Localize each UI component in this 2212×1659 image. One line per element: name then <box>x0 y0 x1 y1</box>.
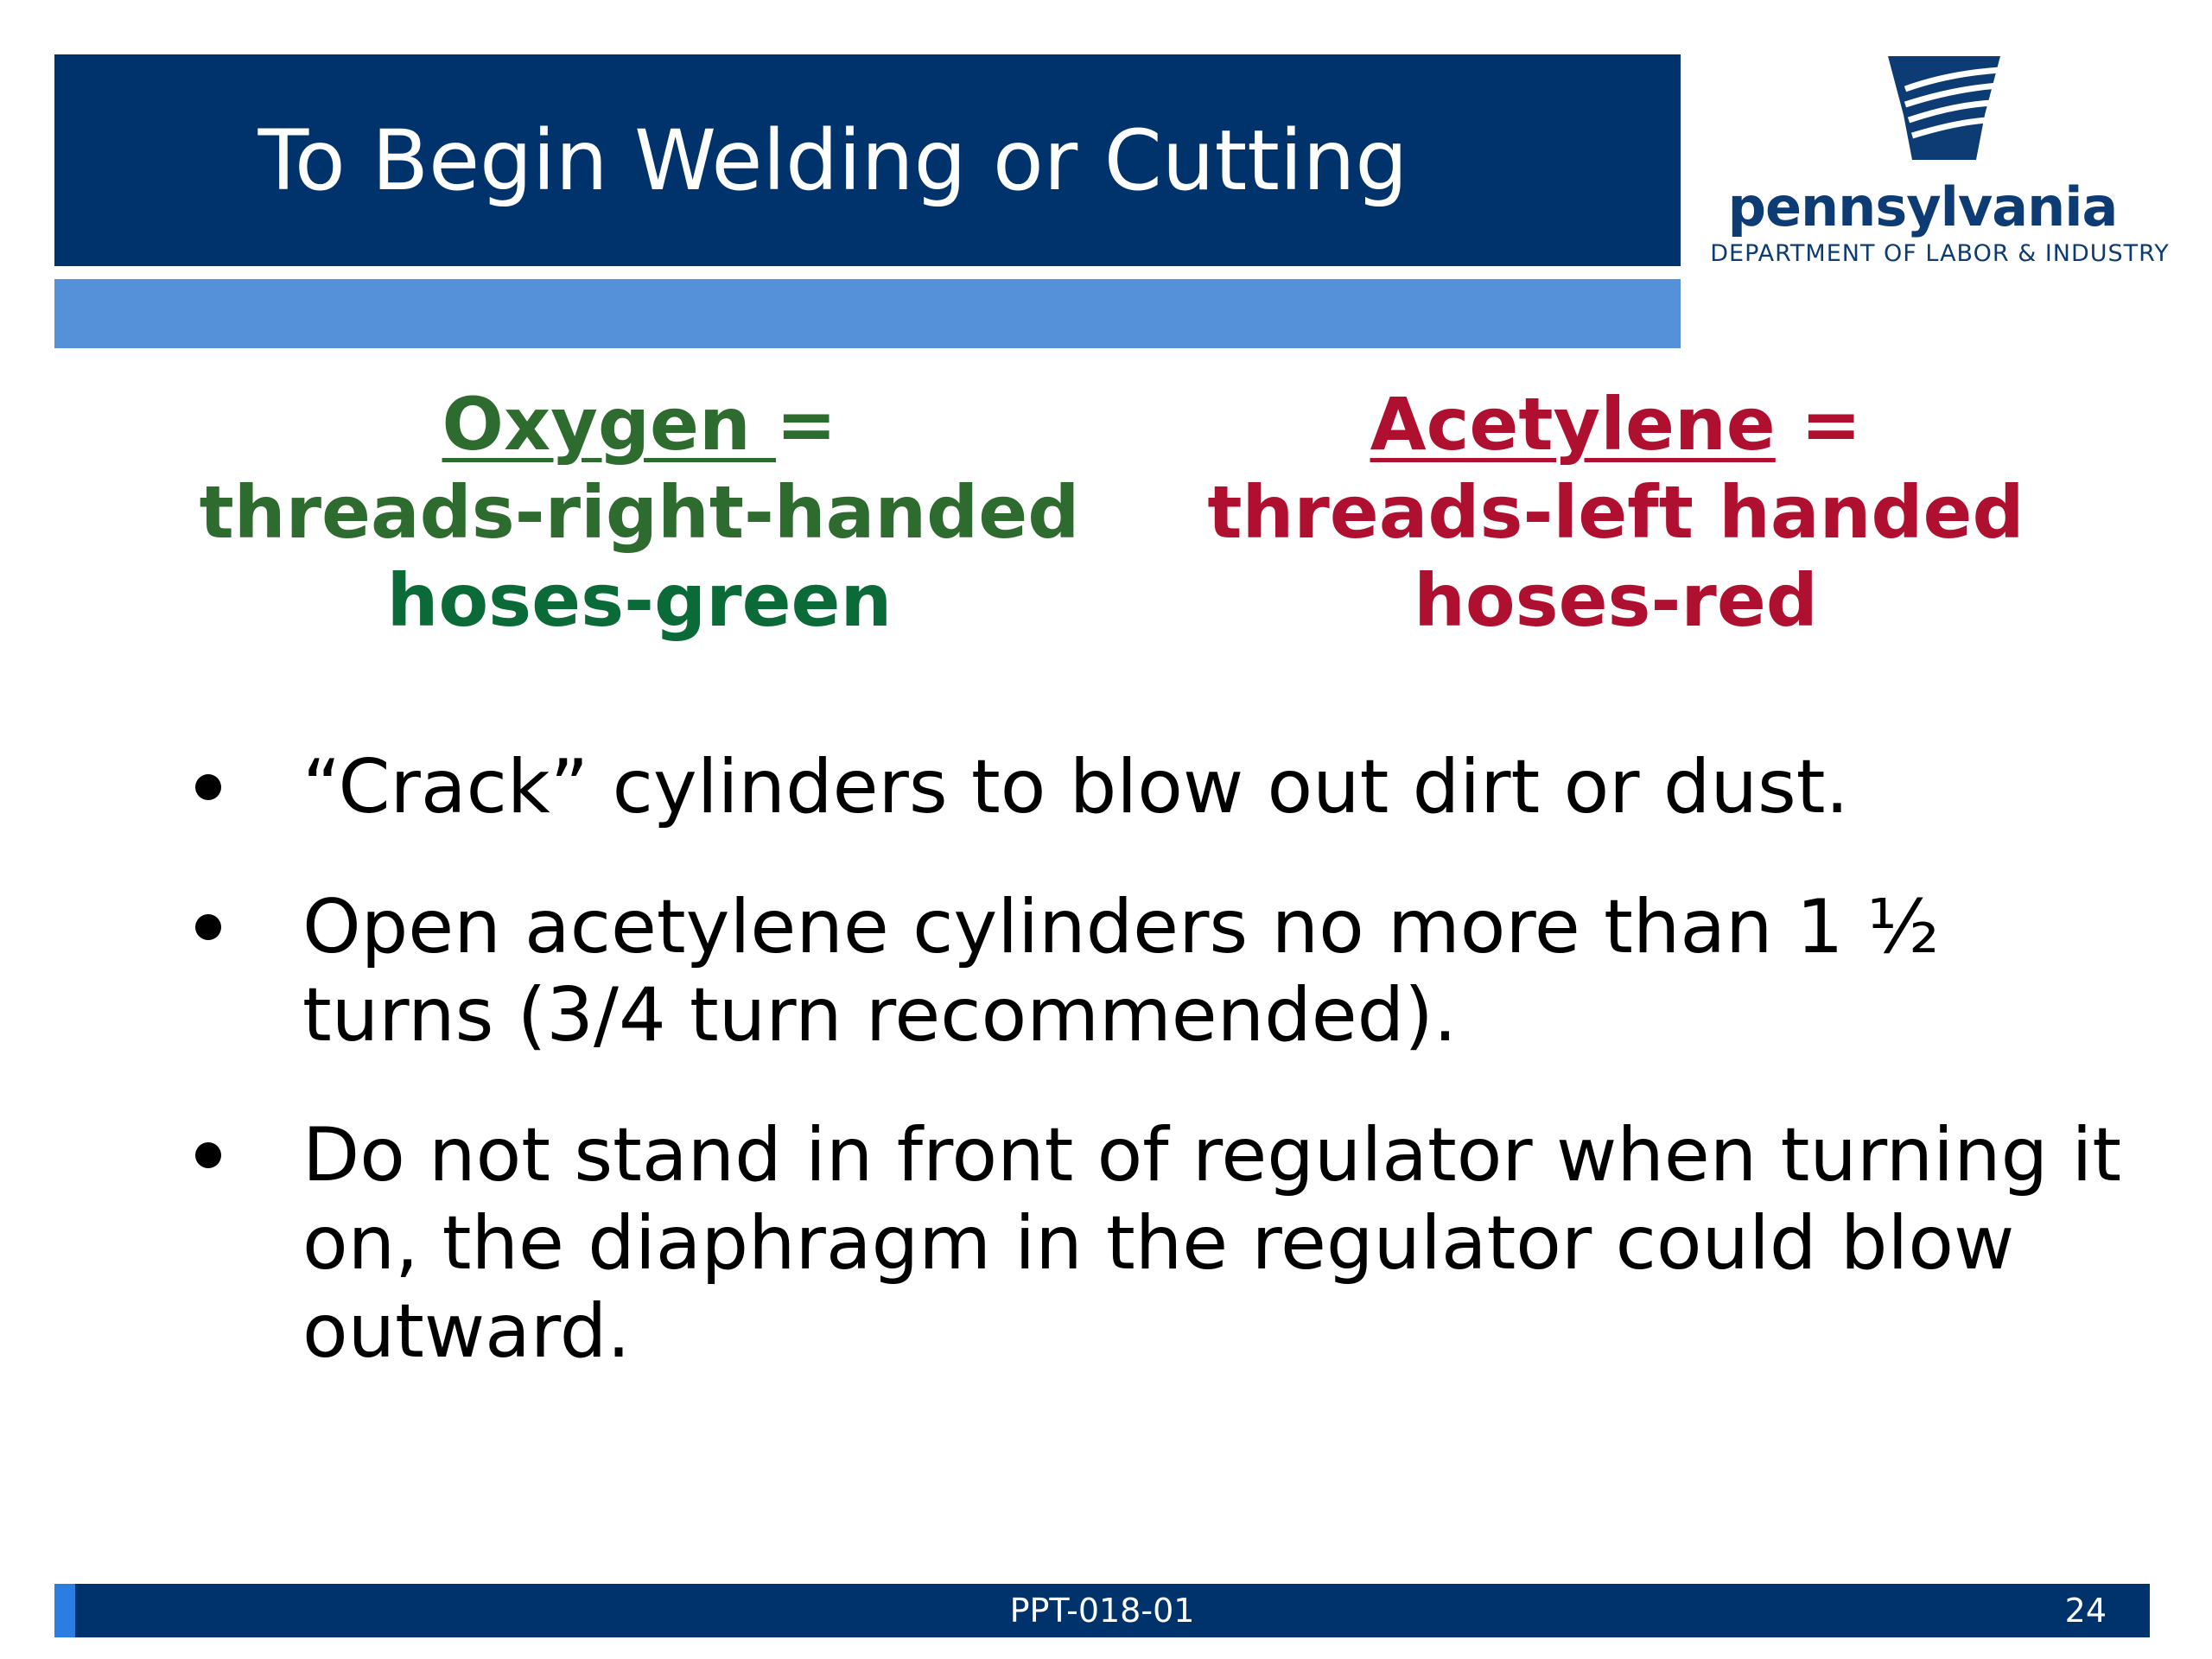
oxygen-hoses: hoses-green <box>386 558 893 643</box>
bullet-list <box>181 743 2126 1427</box>
page-number: 24 <box>2064 1592 2107 1630</box>
slide-title: To Begin Welding or Cutting <box>257 111 1408 209</box>
logo-department: DEPARTMENT OF LABOR & INDUSTRY <box>1710 240 2170 267</box>
bullet-text: “Crack” cylinders to blow out dirt or dust. <box>302 744 1849 830</box>
acetylene-hoses: hoses-red <box>1414 558 1818 643</box>
list-item <box>181 743 2126 831</box>
keystone-icon <box>1879 54 2009 167</box>
title-bar <box>54 54 1681 266</box>
title-underline-bar <box>54 279 1681 348</box>
bullet-text: Do not stand in front of regulator when turning it on, the diaphragm in the regulator could blow outward. <box>302 1112 2122 1375</box>
bullet-text: Open acetylene cylinders no more than 1 ½ turns (3/4 turn recommended). <box>302 884 1940 1058</box>
bullet-icon <box>195 1142 221 1168</box>
oxygen-threads: threads-right-handed <box>199 470 1080 555</box>
acetylene-info <box>1141 380 2091 645</box>
oxygen-equals: = <box>776 382 837 467</box>
footer-accent <box>54 1584 75 1637</box>
logo-name: pennsylvania <box>1727 175 2118 238</box>
oxygen-heading <box>164 380 1115 468</box>
acetylene-heading <box>1141 380 2091 468</box>
list-item <box>181 1111 2126 1376</box>
footer-bar <box>54 1584 2150 1637</box>
pennsylvania-logo <box>1689 54 2190 279</box>
acetylene-equals: = <box>1775 382 1862 467</box>
acetylene-threads: threads-left handed <box>1207 470 2024 555</box>
bullet-icon <box>195 914 221 940</box>
oxygen-info <box>164 380 1115 645</box>
bullet-icon <box>195 774 221 800</box>
oxygen-name: Oxygen <box>442 382 777 467</box>
list-item <box>181 883 2126 1059</box>
acetylene-name: Acetylene <box>1370 382 1776 467</box>
footer-code: PPT-018-01 <box>1009 1592 1195 1630</box>
